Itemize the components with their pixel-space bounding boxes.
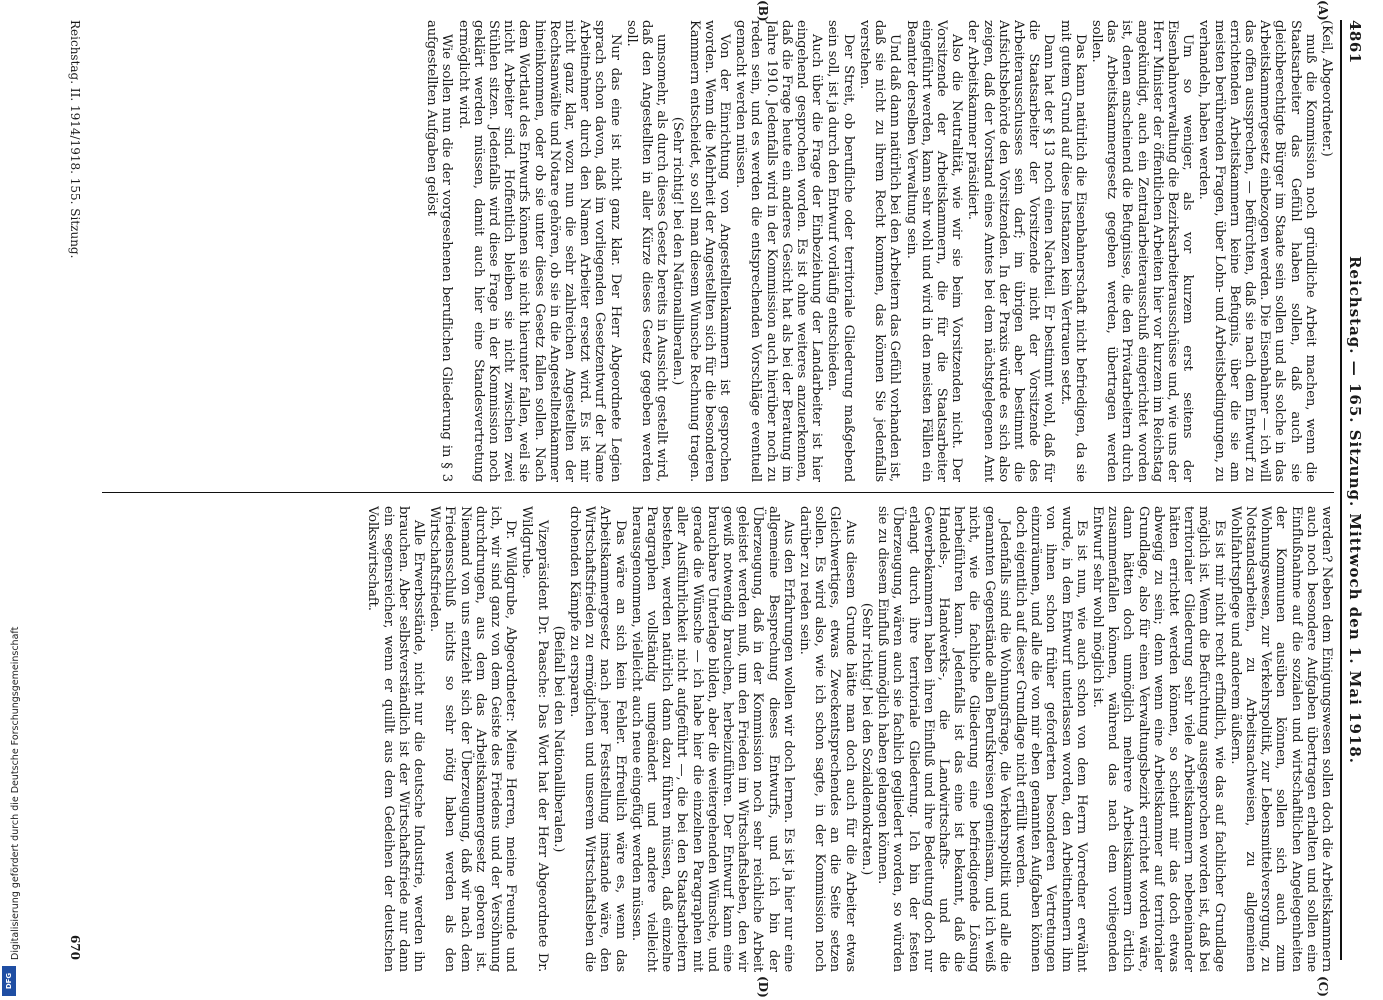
right-paragraph: Dr. Wildgrube, Abgeordneter: Meine Herren, meine Freunde und ich, wir sind ganz von dem Geiste des Friedens und der Versöhnung durchdrungen, aus dem das Arbeitskammergesetz geboren ist. Niemand von uns entzieht sich der Überzeugung, daß wir nach dem Friedensschluß nichts so sehr nötig haben werden als den Wirtschaftsfrieden. <box>427 506 519 972</box>
page-header <box>1340 20 1372 960</box>
right-paragraph: Es ist mir nicht recht erfindlich, wie das auf fachlicher Grundlage möglich ist. Wenn die Befürchtung ausgesprochen worden ist, daß bei territorialer Gliederung sehr viele Arbeitskammern nebeneinander hätten errichtet werden können, so scheint mir das doch etwas abwegig zu sein; denn wenn eine Arbeitskammer auf territorialer Grundlage, also für einen Verwaltungsbezirk errichtet worden wäre, dann hätten doch unmöglich mehrere Arbeitskammern örtlich zusammenfallen können, während das nach dem vorliegenden Entwurf sehr wohl möglich ist. <box>1089 506 1227 972</box>
left-paragraph: muß die Kommission noch gründliche Arbeit machen, wenn die Staatsarbeiter das Gefühl haben sollen, daß auch sie gleichberechtigte Bürger im Staate sein sollen und als solche in das Arbeitskammergesetz einbezogen werden. Die Eisenbahner — ich will das offen aussprechen, — befürchten, daß sie nach dem Entwurf zu errichtenden Arbeitskammern keine Befugnis, über die sie am meisten berührenden Fragen, über Lohn- und Arbeitsbedingungen, zu verhandeln, haben werden. <box>1196 20 1318 482</box>
speaker-intro: Vizepräsident Dr. Paasche: Das Wort hat der Herr Abgeordnete Dr. Wildgrube. <box>519 506 550 972</box>
digitization-credit: Digitalisierung gefördert durch die Deutsche Forschungsgemeinschaft <box>10 626 21 960</box>
left-paragraph: Nur das eine ist nicht ganz klar. Der Herr Abgeordnete Legien sprach schon davon, daß im vorliegenden Gesetzentwurf der Name Arbeitnehmer durch den Namen Arbeiter ersetzt wird. Es ist mir nicht ganz klar, wozu nun die sehr zahlreichen Angestellten der Rechtsanwälte und Notare gehören, ob sie in die Angestelltenkammer hineinkommen, oder ob sie unter dieses Gesetz fallen sollen. Nach dem Wortlaut des Entwurfs können sie nicht hierunter fallen, weil sie nicht Arbeiter sind. Hoffentlich bleiben sie nicht zwischen zwei Stühlen sitzen. Jedenfalls wird diese Frage in der Kommission noch geklärt werden müssen, damit auch hier eine Standesvertretung ermöglicht wird. <box>455 20 623 482</box>
margin-marker-b: (B) <box>756 0 770 22</box>
footer-citation: Reichstag. II. 1914/1918. 155. Sitzung. <box>68 20 82 259</box>
left-paragraph: Wie sollen nun die der vorgesehenen beruflichen Gliederung in § 3 aufgestellten Aufgaben gelöst <box>424 20 455 482</box>
left-paragraph: Das kann natürlich die Eisenbahnerschaft nicht befriedigen, da sie mit gutem Grund auf diese Instanzen kein Vertrauen setzt. <box>1057 20 1088 482</box>
left-paragraph: umsomehr, als durch dieses Gesetz bereits in Aussicht gestellt wird, daß den Angestellten in aller Kürze dieses Gesetz gegeben werden soll. <box>623 20 670 482</box>
dfg-logo: DFG <box>2 966 16 996</box>
page-number: 4861 <box>1346 20 1364 64</box>
footer-page-number: 670 <box>68 934 82 960</box>
left-paragraph: Und daß dann natürlich bei den Arbeitern das Gefühl vorhanden ist, daß sie nicht zu ihrem Recht kommen, das können Sie jedenfalls verstehen. <box>856 20 903 482</box>
right-paragraph: Jedenfalls sind die Wohnungsfrage, die Verkehrspolitik und alle die genannten Gegenstände allen Berufskreisen gemeinsam, und ich weiß nicht, wie die fachliche Gliederung eine befriedigende Lösung herbeiführen kann. Jedenfalls ist das eine ist bekannt, daß die Handels-, Handwerks-, die Landwirtschafts- und die Gewerbekammern haben ihren Einfluß und ihre Bedeutung doch nur erlangt durch ihre territoriale Gliederung. Ich bin der festen Überzeugung, wären auch sie fachlich gegliedert worden, so würden sie zu diesem Einfluß unmöglich haben gelangen können. <box>875 506 1012 972</box>
newspaper-page <box>50 0 1380 1000</box>
right-paragraph: Aus diesem Grunde hätte man doch auch für die Arbeiter etwas Gleichwertiges, etwas Zweckentsprechendes an die Seite setzen sollen. Es wird also, wie ich schon sagte, in der Kommission noch darüber zu reden sein. <box>797 506 858 972</box>
left-paragraph: Von der Einrichtung von Angestelltenkammern ist gesprochen worden. Wenn die Mehrheit der Angestellten sich für die besonderen Kammern entscheidet, so soll man diesem Wunsche Rechnung tragen. <box>686 20 733 482</box>
margin-marker-d: (D) <box>756 976 770 998</box>
right-column <box>102 506 1334 972</box>
left-paragraph: Also die Neutralität, wie wir sie beim Vorsitzenden nicht. Der Vorsitzende der Arbeitskammern, die für die Staatsarbeiter eingeführt werden, kann sehr wohl und wird in den meisten Fällen ein Beamter derselben Verwaltung sein. <box>903 20 965 482</box>
right-paragraph: Das wäre an sich kein Fehler. Erfreulich wäre es, wenn das Arbeitskammergesetz nach jener Feststellung imstande wäre, den Wirtschaftsfrieden zu ermöglichen und unserem Wirtschaftsleben die drohenden Kämpfe zu ersparen. <box>567 506 628 972</box>
interjection: (Sehr richtig! bei den Sozialdemokraten.) <box>858 602 874 876</box>
running-title: Reichstag. — 165. Sitzung. Mittwoch den 1. Mai 1918. <box>1346 255 1364 765</box>
interjection: (Sehr richtig! bei den Nationalliberalen.) <box>670 116 686 386</box>
right-paragraph: Alle Erwerbsstände, nicht nur die deutsche Industrie, werden ihn brauchen. Aber selbstverständlich ist der Wirtschaftsfriede nur dann ein segensreicher, wenn er quillt aus dem Gedeihen der deutschen Volkswirtschaft. <box>365 506 427 972</box>
right-paragraph: Es ist nun, wie auch schon von dem Herrn Vorredner erwähnt wurde, in dem Entwurf unterlassen worden, den Arbeitnehmern ihm von ihnen schon früher geforderten besonderen Vertretungen einzuräumen, und alle die von mir eben genannten Aufgaben können doch eigentlich auf dieser Grundlage nicht erfüllt werden. <box>1012 506 1089 972</box>
left-paragraph: Der Streit, ob berufliche oder territoriale Gliederung maßgebend sein soll, ist ja durch den Entwurf vorläufig entschieden. <box>825 20 856 482</box>
left-paragraph: Auch über die Frage der Einbeziehung der Landarbeiter ist hier eingehend gesprochen worden. Es ist ohne weiteres anzuerkennen, daß die Frage heute ein anderes Gesicht hat als bei der Beratung im Jahre 1910. Jedenfalls wird in der Kommission auch hierüber noch zu reden sein, und es werden die entsprechenden Vorschläge eventuell gemacht werden müssen. <box>733 20 825 482</box>
right-paragraph: Aus den Erfahrungen wollen wir doch lernen. Es ist ja hier nur eine allgemeine Besprechung dieses Entwurfs, und ich bin der Überzeugung, daß in der Kommission noch sehr reichliche Arbeit geleistet werden muß, um den Frieden im Wirtschaftsleben, den wir gewiß notwendig brauchen, herbeizuführen. Der Entwurf kann eine brauchbare Unterlage bilden, aber die weitergehenden Wünsche, und gerade die Wünsche — ich habe hier die einzelnen Paragraphen mit aller Ausführlichkeit nicht aufgeführt —, die bei den Staatsarbeitern bestehen, werden natürlich dann dazu führen müssen, daß einzelne Paragraphen vollständig umgeändert und andere vielleicht herausgenommen, vielleicht auch neue eingefügt werden müssen. <box>628 506 796 972</box>
left-column <box>102 20 1334 482</box>
right-paragraph: werden? Neben dem Einigungswesen sollen doch die Arbeitskammern auch noch besondere Aufgaben übertragen erhalten und sollen eine Einflußnahme auf die sozialen und wirtschaftlichen Angelegenheiten der Kommunen ausüben können, sollen sich auch zum Wohnungswesen, zur Verkehrspolitik, zur Lebensmittelversorgung, zu Notstandsarbeiten, zu Arbeitsnachweisen, zu allgemeinen Wohlfahrtspflege und anderem äußern. <box>1227 506 1334 972</box>
column-divider <box>102 492 1334 493</box>
interjection: (Beifall bei den Nationalliberalen.) <box>550 625 566 853</box>
page-footer <box>68 20 88 960</box>
side-strip <box>0 0 20 1000</box>
left-paragraph: Um so weniger, als vor kurzem erst seitens der Eisenbahnverwaltung die Bezirksarbeiterausschüsse und, wie uns der Herr Minister der öffentlichen Arbeiten hier vor kurzem im Reichstag angekündigt, auch ein Zentralarbeiterausschuß eingerichtet worden ist, denen anscheinend die Befugnisse, die den Privatarbeitern durch das Arbeitskammergesetz gegeben werden, übertragen werden sollen. <box>1088 20 1196 482</box>
left-paragraph: Dann hat der § 13 noch einen Nachteil. Er bestimmt wohl, daß für die Staatsarbeiter der Vorsitzende nicht der Vorsitzende des Arbeiterausschusses sein darf; im übrigen aber bestimmt die Aufsichtsbehörde den Vorsitzenden. In der Praxis würde es sich also zeigen, daß der Vorstand eines Amtes bei dem nächstgelegenen Amt der Arbeitskammer präsidiert. <box>965 20 1057 482</box>
margin-marker-c: (C) <box>1316 976 1330 997</box>
margin-marker-a: (A) <box>1316 0 1330 21</box>
speaker-note: (Keil, Abgeordneter.) <box>1319 20 1334 157</box>
